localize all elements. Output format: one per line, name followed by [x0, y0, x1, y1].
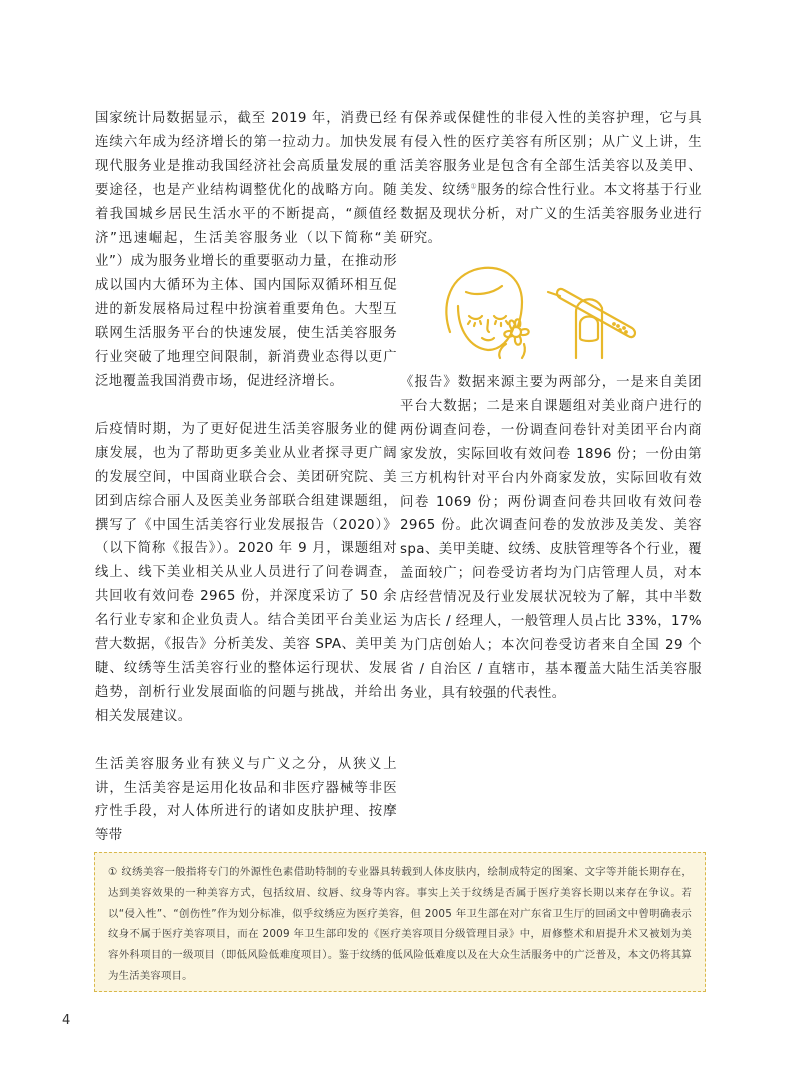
definition-text-after: 服务的综合性行业。本文将基于行业数据及现状分析，对广义的生活美容服务业进行研究。 [400, 182, 702, 246]
background-paragraph: 后疫情时期，为了更好促进生活美容服务业的健康发展，也为了帮助更多美业从业者探寻更广阔的发展空间，中国商业联合会、美团研究院、美团到店综合丽人及医美业务部联合组建课题组，撰写了《中国生活美容行业发展报告（2020）》（以下简称《报告》）。2020 年 9 月，课题组对线上、线下美业相关从业人员进行了问卷调查，共回收有效问卷 2965 份，并深度采访了 50 余名行业专家和企业负责人。结合美团平台美业运营大数据，《报告》分析美发、美容 SPA、美甲美睫、纹绣等生活美容行业的整体运行现状、发展趋势，剖析行业发展面临的问题与挑战，并给出相关发展建议。 [95, 421, 397, 724]
left-column [95, 107, 397, 848]
definition-continued-paragraph [400, 107, 702, 250]
beauty-illustration [436, 262, 646, 360]
footnote-box [94, 852, 706, 992]
footnote-text: ① 纹绣美容一般指将专门的外源性色素借助特制的专业器具转载到人体皮肤内，绘制成特定的图案、文字等并能长期存在，达到美容效果的一种美容方式，包括纹眉、纹唇、纹身等内容。事实上关于纹绣是否属于医疗美容长期以来存在争议。若以“侵入性”、“创伤性”作为划分标准，似乎纹绣应为医疗美容，但 2005 年卫生部在对广东省卫生厅的回函文中曾明确表示纹身不属于医疗美容项目，而在 2009 年卫生部印发的《医疗美容项目分级管理目录》中，眉修整术和眉提升术又被划为美容外科项目的一级项目（即低风险低难度项目）。鉴于纹绣的低风险低难度以及在大众生活服务中的广泛普及，本文仍将其算为生活美容项目。 [108, 866, 692, 982]
face-with-flower-icon [446, 268, 528, 358]
right-column-bottom [400, 371, 702, 706]
right-column-top [400, 107, 702, 250]
intro-paragraph: 国家统计局数据显示，截至 2019 年，消费已经连续六年成为经济增长的第一拉动力。加快发展现代服务业是推动我国经济社会高质量发展的重要途径，也是产业结构调整优化的战略方向。随着我国城乡居民生活水平的不断提高，“颜值经济”迅速崛起，生活美容服务业（以下简称“美业”）成为服务业增长的重要驱动力量，在推动形成以国内大循环为主体、国内国际双循环相互促进的新发展格局过程中扮演着重要角色。大型互联网生活服务平台的快速发展，使生活美容服务行业突破了地理空间限制，新消费业态得以更广泛地覆盖我国消费市场，促进经济增长。 [95, 111, 397, 389]
footnote-reference[interactable]: ① [470, 182, 478, 191]
page-number: 4 [62, 1013, 71, 1028]
definition-paragraph: 生活美容服务业有狭义与广义之分，从狭义上讲，生活美容是运用化妆品和非医疗器械等非医疗性手段，对人体所进行的诸如皮肤护理、按摩等带 [95, 756, 397, 844]
manicure-nail-file-icon [548, 289, 635, 358]
data-source-paragraph: 《报告》数据来源主要为两部分，一是来自美团平台大数据；二是来自课题组对美业商户进行的两份调查问卷，一份调查问卷针对美团平台内商家发放，实际回收有效问卷 1896 份；一份由第三方机构针对平台内外商家发放，实际回收有效问卷 1069 份；两份调查问卷共回收有效问卷 2965 份。此次调查问卷的发放涉及美发、美容 spa、美甲美睫、纹绣、皮肤管理等各个行业，覆盖面较广；问卷受访者均为门店管理人员，对本店经营情况及行业发展状况较为了解，其中半数为店长 / 经理人，一般管理人员占比 33%，17% 为门店创始人；本次问卷受访者来自全国 29 个省 / 自治区 / 直辖市，基本覆盖大陆生活美容服务业，具有较强的代表性。 [400, 375, 702, 701]
definition-text-before: 有保养或保健性的非侵入性的美容护理，它与具有侵入性的医疗美容有所区别；从广义上讲，生活美容服务业是包含有全部生活美容以及美甲、美发、纹绣 [400, 111, 702, 198]
